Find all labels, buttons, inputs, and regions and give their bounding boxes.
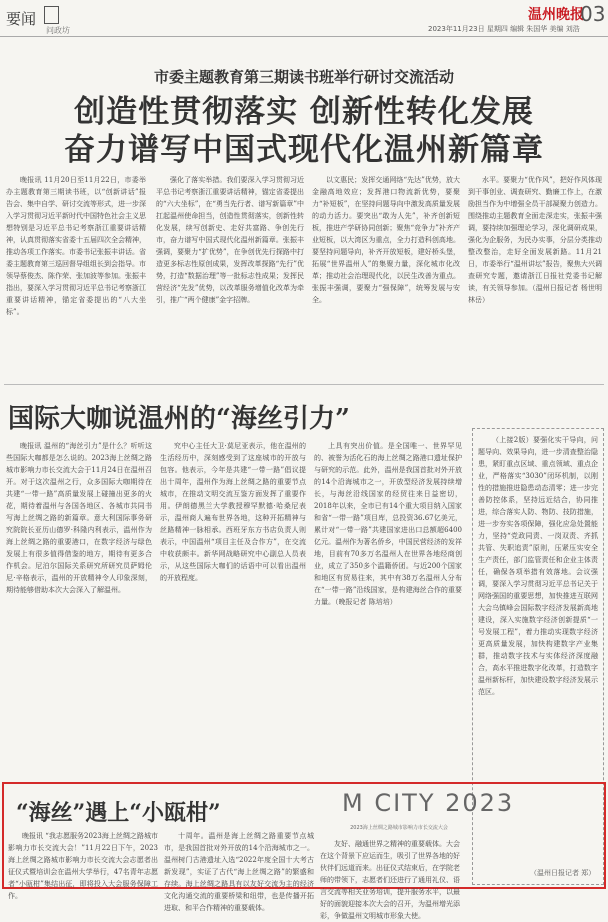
article2-column-2: 究中心主任大卫·莫尼亚表示，他在温州的生活经历中，深刻感受到了这座城市的开放与包容。他表示，今年是共建“一带一路”倡议提出十周年，温州作为海上丝绸之路的重要节点城市，在推动文明交流互鉴方面发挥了重要作用。伊朗德黑兰大学教授穆罕默德·哈桑尼表示，温州商人遍布世界各地，这种开拓精神与丝路精神一脉相承。西班牙东方书店负责人则表示，中国温州“项目主任及合作方”，在交流中收获颇丰。新华网战略研究中心副总人员表示，从这些国际大咖们的话语中可以看出温州的开放程度。	[160, 442, 306, 582]
article3-title: “海丝”遇上“小瓯柑”	[16, 800, 221, 826]
date-line: 2023年11月23日 星期四 编辑 朱国华 美编 刘浩	[428, 25, 580, 33]
article3-column-2: 十周年。温州是海上丝绸之路重要节点城市，是我国首批对外开放的14个沿海城市之一。温州树门古港遗址入选“2022年度全国十大考古新发现”，实证了古代“海上丝绸之路”的繁盛和存续。海上丝绸之路具有以友好交流为主的经济文化沟通交流的重要桥梁和纽带，也是传播开拓进取、和平合作精神的重要载体。	[164, 832, 314, 912]
article1-headline-line1: 创造性贯彻落实 创新性转化发展	[74, 94, 534, 130]
article1-column-2: 强化了落实举措。我们要深入学习贯彻习近平总书记考察浙江重要讲话精神，锚定省委提出的“六大坐标”，在“勇当先行者、谱写新篇章”中扛起温州使命担当，创造性贯彻落实，创新性转化发展，续写创新史、走好共富路、争创先行市，奋力谱写中国式现代化温州新篇章。张振丰强调，要聚力“扩优势”，在争创优先行探路中打造更多标志性原创成果，发挥改革探路“先行”优势，打造“数据治理”等一批标志性成果；发挥民营经济“先发”优势，以改革服务增值化改革为牵引，推广“两个健康”金字招牌。	[156, 176, 304, 304]
continued-article-text: （上接2版）要强化实干导向，问题导向、效果导向，进一步清查整治隐患，紧盯重点区域、重点领域、重点企业，严格落实“3030”闭环机制，以刚性的措施推进隐患动态清零；进一步完善防控体系，坚持远近结合，协同推进，综合落实人防、物防、技防措施，进一步夯实各项保障，强化应急处置能力，坚持“党政同责、一岗双责、齐抓共管、失职追责”原则，压紧压实安全生产责任，部门监管责任和企业主体责任，确保各项举措有效落地。会议强调，要深入学习贯彻习近平总书记关于网络强国的重要思想，加快推进互联网大会乌镇峰会国际数字经济发展新高地建设，深入实施数字经济创新提质“一号发展工程”，着力推动实现数字经济更高质量发展，加快构建数字产业集群，推动数字技术与实体经济深度融合，高水平推进数字化改革，打造数字温州新标杆，加快建设数字经济发展示范区。	[478, 436, 598, 696]
sub-section-label: 问政坊	[46, 26, 70, 35]
article1-kicker: 市委主题教育第三期读书班举行研讨交流活动	[153, 68, 454, 86]
conference-logo: M CITY 2023	[342, 789, 515, 817]
article2-column-1: 晚报讯 温州的“海丝引力”是什么？听听这些国际大咖都是怎么说的。2023海上丝绸之路城市影响力市长交流大会于11月24日在温州召开。对于这次温州之行，众多国际大咖期待在共建“一带一路”高质量发展上碰撞出更多的火花，期待着温州与各国各地区、各城市共同书写海上丝绸之路的新篇章。意大利国际事务研究院院长亚历山德罗·科隆内利表示，温州作为海上丝绸之路的重要港口，在数字经济与绿色发展上有很多值得借鉴的地方，期待有更多合作机会。尼泊尔国际关系研究所研究员萨姆伦尼·辛格表示，温州的开放精神令人印象深刻，期待能够借助本次大会深入了解温州。	[6, 442, 152, 594]
section-icon	[44, 6, 59, 24]
article1-column-3: 以文惠民；发挥交通网络“先达”优势，放大金融高地效应；发挥港口物流新优势，要聚力“补短板”，在坚持问题导向中激发高质量发展的动力活力。要突出“敢为人先”，补齐创新短板，推进产学研协同创新；聚焦“竞争力”补齐产业短板，以大湾区为重点，全力打造科创高地。要坚持问题导向，补齐开放短板，建好桥头堡，拓展“世界温州人”的集聚力量，深化城市化改革；推动社会治理现代化，以民生改善为重点。张振丰强调，要聚力“强保障”，统筹发展与安全。	[312, 176, 460, 304]
conference-logo-caption: 2023海上丝绸之路城市影响力市长交流大会	[350, 825, 448, 831]
section-label: 要闻	[6, 10, 37, 28]
article1-column-4: 水平。要聚力“优作风”，把好作风体现到干事创业、调查研究、勤廉工作上，在激励担当作为中增强全员干部凝聚力创造力。围绕推动主题教育全面走深走实，张振丰强调，要持续加强理论学习，深化调研成果，强化为企服务，为民办实事，分层分类推动整改整治，走好全面发展新路。11月21日，市委举行“温州讲坛”报告，聚焦大兴调查研究专题，邀请浙江日报社党委书记解读，有关领导参加。（温州日报记者 杨世明 林岳）	[468, 176, 602, 304]
section-divider	[4, 384, 604, 385]
page-number: 03	[580, 2, 606, 26]
article1-headline-line2: 奋力谱写中国式现代化温州新篇章	[64, 132, 544, 168]
newspaper-logo: 温州晚报	[528, 7, 584, 23]
article3-column-3: 友好、融通世界之精神的重要载体。大会在这个背景下应运而生，吸引了世界各地的好伙伴们远道而来。出征仪式结束后，在学院老师的带领下，志愿者们还进行了通用礼仪、语言交流等相关业务培训，提升服务水平，以最好的面貌迎接本次大会的召开，为温州增光添彩，争做温州文明城市形象大使。	[320, 840, 460, 920]
article3-column-1: 晚报讯 “我志愿服务2023海上丝绸之路城市影响力市长交流大会！”11月22日下午，2023海上丝绸之路城市影响力市长交流大会志愿者出征仪式暨培训会在温州大学举行，47名青年志愿者“小瓯柑”集结出征，即将投入大会服务保障工作。	[8, 832, 158, 900]
article1-column-1: 晚报讯 11月20日至11月22日，市委举办主题教育第三期读书班，以“创新讲话”报告会、集中自学、研讨交流等形式，进一步深入学习贯彻习近平新时代中国特色社会主义思想特别是习近平总书记考察浙江重要讲话精神，认真贯彻落实省委十五届四次全会精神，推动各项工作落实。市委书记张振丰讲话。省委主题教育第三巡回督导组组长到会指导。市领导蔡俊杰、陈作荣、张加波等参加。张振丰指出，要深入学习贯彻习近平总书记考察浙江重要讲话精神，锚定省委提出的“八大坐标”。	[6, 176, 146, 316]
article2-column-3: 上具有突出价值。是全国唯一、世界罕见的、被誉为活化石的海上丝绸之路港口遗址保护与研究的示范。此外，温州是我国首批对外开放的14个沿海城市之一，开放型经济发展持续增长，与海丝沿线国家的经贸往来日益密切，2018年以来，全市已有14个重大项目纳入国家和省“一带一路”项目库，总投资36.67亿美元，累计对“一带一路”共建国家进出口总额超6400亿元。温州作为著名侨乡，中国民营经济的发祥地，目前有70多万名温州人在世界各地经商创业，成立了350多个温籍侨团。与近200个国家和地区有贸易往来，其中有38万名温州人分布在“一带一路”沿线国家，是构建海丝合作的重要力量。（晚报记者 陈培培）	[314, 442, 462, 606]
article2-title: 国际大咖说温州的“海丝引力”	[8, 404, 350, 434]
header-rule	[0, 36, 608, 37]
continued-article-byline: （温州日报记者 郑）	[530, 869, 596, 877]
